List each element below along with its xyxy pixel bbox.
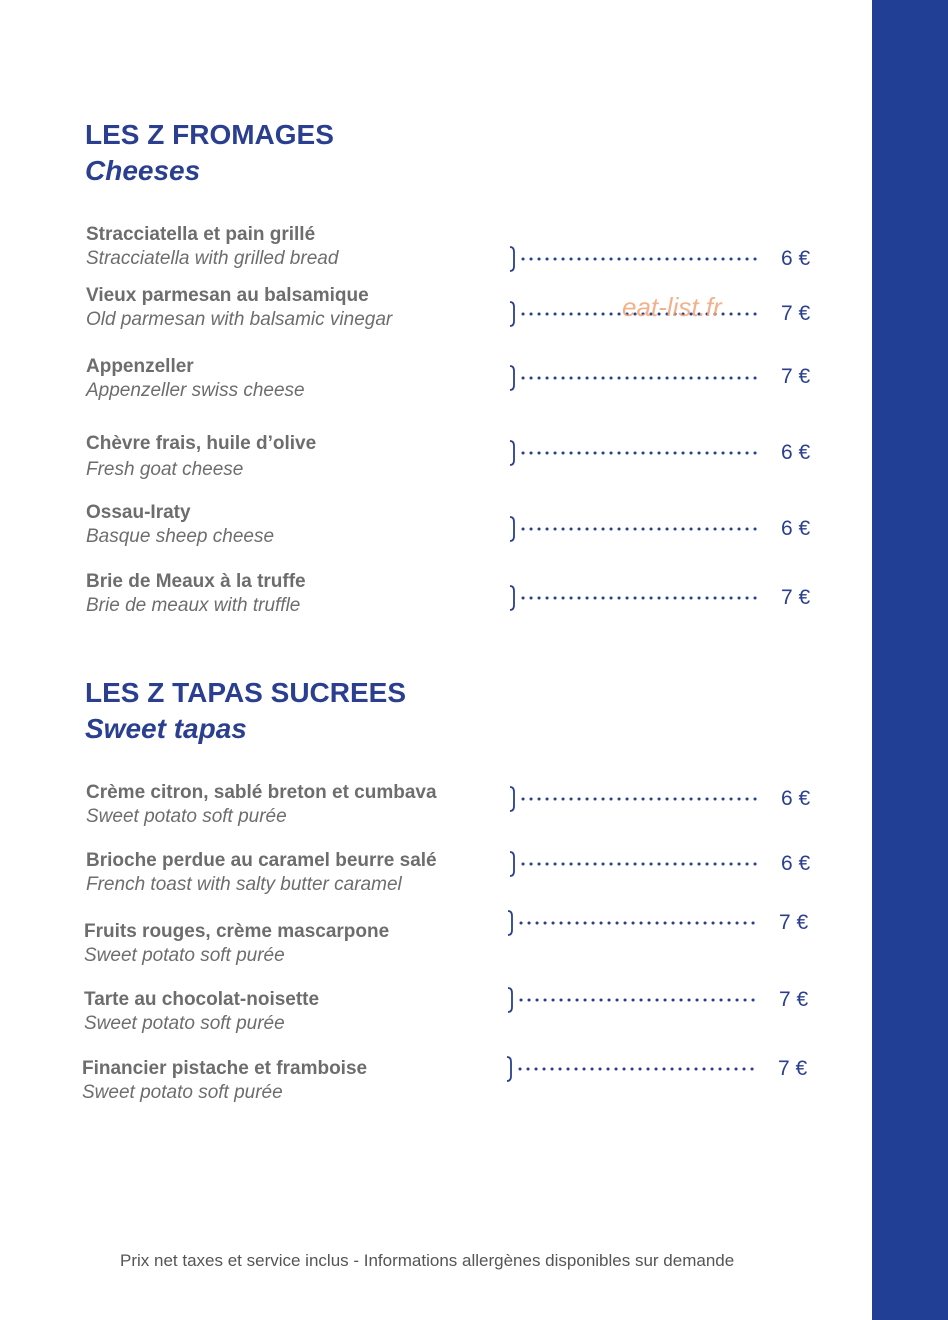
item-description: Stracciatella with grilled bread bbox=[86, 248, 339, 269]
dotted-leader bbox=[508, 439, 758, 467]
section-subtitle-cheeses: Cheeses bbox=[85, 155, 201, 186]
item-price: 7 € bbox=[779, 988, 809, 1011]
item-price: 6 € bbox=[781, 517, 811, 540]
item-description: Fresh goat cheese bbox=[86, 459, 244, 480]
section-title-cheeses: LES Z FROMAGES bbox=[85, 119, 334, 150]
dotted-leader bbox=[508, 785, 758, 813]
item-description: Sweet potato soft purée bbox=[82, 1082, 283, 1103]
item-name: Brioche perdue au caramel beurre salé bbox=[86, 850, 437, 871]
item-description: French toast with salty butter caramel bbox=[86, 874, 402, 895]
item-price: 6 € bbox=[781, 441, 811, 464]
dotted-leader bbox=[508, 245, 758, 273]
item-description: Sweet potato soft purée bbox=[84, 945, 285, 966]
section-title-sweet-tapas: LES Z TAPAS SUCREES bbox=[85, 677, 407, 708]
item-description: Sweet potato soft purée bbox=[86, 806, 287, 827]
item-description: Appenzeller swiss cheese bbox=[86, 380, 305, 401]
item-price: 7 € bbox=[781, 586, 811, 609]
menu-item bbox=[0, 502, 860, 556]
menu-item bbox=[0, 356, 860, 410]
item-name: Appenzeller bbox=[86, 356, 194, 377]
item-name: Fruits rouges, crème mascarpone bbox=[84, 921, 390, 942]
dotted-leader bbox=[508, 364, 758, 392]
item-description: Sweet potato soft purée bbox=[84, 1013, 285, 1034]
menu-item bbox=[0, 1058, 860, 1112]
dotted-leader bbox=[508, 584, 758, 612]
item-name: Brie de Meaux à la truffe bbox=[86, 571, 306, 592]
dotted-leader bbox=[505, 1055, 755, 1083]
menu-item bbox=[0, 433, 860, 487]
dotted-leader bbox=[508, 850, 758, 878]
item-name: Crème citron, sablé breton et cumbava bbox=[86, 782, 437, 803]
dotted-leader bbox=[506, 909, 756, 937]
dotted-leader bbox=[506, 986, 756, 1014]
menu-item bbox=[0, 571, 860, 625]
footer-note: Prix net taxes et service inclus - Informations allergènes disponibles sur demande bbox=[120, 1251, 735, 1270]
item-price: 7 € bbox=[781, 302, 811, 325]
dotted-leader bbox=[508, 515, 758, 543]
item-price: 6 € bbox=[781, 852, 811, 875]
menu-item bbox=[0, 224, 860, 278]
item-name: Stracciatella et pain grillé bbox=[86, 224, 316, 245]
menu-item bbox=[0, 911, 860, 975]
item-price: 6 € bbox=[781, 247, 811, 270]
item-name: Vieux parmesan au balsamique bbox=[86, 285, 369, 306]
item-price: 6 € bbox=[781, 787, 811, 810]
item-name: Chèvre frais, huile d’olive bbox=[86, 433, 317, 454]
item-description: Old parmesan with balsamic vinegar bbox=[86, 309, 393, 330]
item-name: Financier pistache et framboise bbox=[82, 1058, 368, 1079]
item-price: 7 € bbox=[781, 365, 811, 388]
item-description: Basque sheep cheese bbox=[86, 526, 275, 547]
item-price: 7 € bbox=[779, 911, 809, 934]
item-price: 7 € bbox=[778, 1057, 808, 1080]
watermark: eat-list.fr bbox=[622, 292, 722, 322]
menu-item bbox=[0, 285, 860, 339]
item-name: Tarte au chocolat-noisette bbox=[84, 989, 320, 1010]
menu-item bbox=[0, 850, 860, 904]
item-description: Brie de meaux with truffle bbox=[86, 595, 301, 616]
item-name: Ossau-Iraty bbox=[86, 502, 191, 523]
section-subtitle-sweet-tapas: Sweet tapas bbox=[85, 713, 247, 744]
menu-item bbox=[0, 989, 860, 1043]
side-color-band bbox=[872, 0, 948, 1320]
menu-item bbox=[0, 782, 860, 836]
